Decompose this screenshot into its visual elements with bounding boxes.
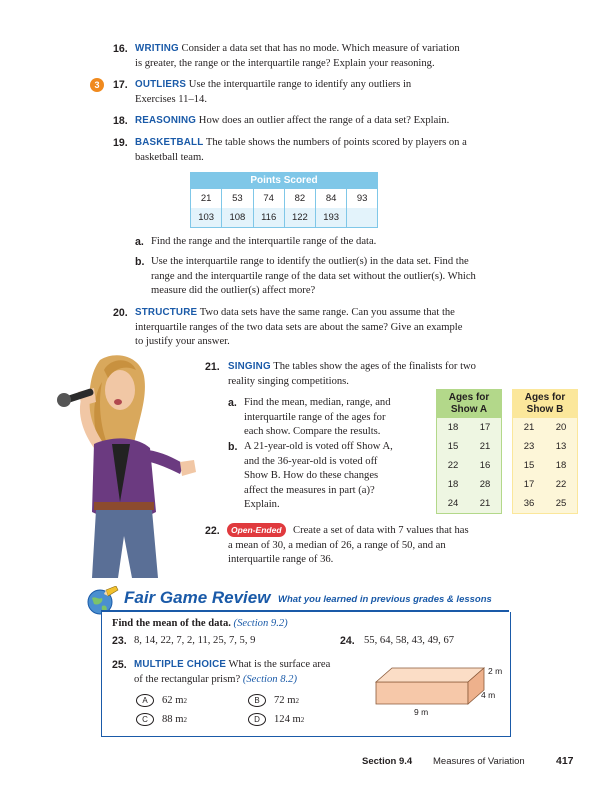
prism-height-label: 2 m	[488, 666, 503, 676]
table-row: 18 17	[447, 422, 491, 433]
exercise-24: 55, 64, 58, 43, 49, 67	[364, 635, 455, 646]
exercise-25: MULTIPLE CHOICE What is the surface area of the rectangular prism? (Section 8.2)	[134, 659, 331, 685]
exercise-25-number: 25.	[112, 659, 127, 671]
exercise-19-number: 19.	[113, 137, 128, 149]
exercise-20-number: 20.	[113, 307, 128, 319]
find-mean-instruction: Find the mean of the data. (Section 9.2)	[112, 618, 288, 629]
exercise-17-number: 17.	[113, 79, 128, 91]
exercise-24-number: 24.	[340, 635, 355, 647]
exercise-21: SINGING The tables show the ages of the finalists for two reality singing competitions.	[228, 361, 476, 387]
table-row: 21 20	[523, 422, 567, 433]
show-a-table	[436, 389, 502, 514]
table-row: 23 13	[523, 441, 567, 452]
choice-c[interactable]: C 88 m 2	[136, 713, 187, 726]
table-row: 18 28	[447, 479, 491, 490]
points-scored-title: Points Scored	[191, 173, 377, 189]
exercise-16: WRITING Consider a data set that has no mode. Which measure of variation is greater, the range or the interquartile range? Explain your reasoning.	[135, 43, 460, 69]
prism-depth-label: 4 m	[481, 690, 496, 700]
show-a-title: Ages for Show A	[437, 390, 501, 418]
prism-length-label: 9 m	[414, 707, 429, 717]
exercise-18-number: 18.	[113, 115, 128, 127]
exercise-20: STRUCTURE Two data sets have the same range. Can you assume that the interquartile ranges of the two data sets are about the same? Give an example to justify your answer.	[135, 307, 463, 347]
footer-title: Measures of Variation	[433, 756, 525, 767]
exercise-21b: A 21-year-old is voted off Show A, and the 36-year-old is voted off Show B. How do these changes affect the measures in part (a)? Explain.	[244, 441, 393, 510]
exercise-22-line1: Create a set of data with 7 values that has	[293, 525, 469, 536]
table-row: 15 21	[447, 441, 491, 452]
footer-section: Section 9.4	[362, 756, 413, 767]
exercise-22-number: 22.	[205, 525, 220, 537]
choice-b[interactable]: B 72 m 2	[248, 694, 299, 707]
table-row: 17 22	[523, 479, 567, 490]
exercise-16-number: 16.	[113, 43, 128, 55]
help-badge-icon: 3	[90, 78, 104, 92]
open-ended-badge: Open-Ended	[227, 523, 286, 537]
fair-game-review-subtitle: What you learned in previous grades & lessons	[278, 594, 492, 605]
exercise-23: 8, 14, 22, 7, 2, 11, 25, 7, 5, 9	[134, 635, 256, 646]
points-scored-table	[190, 172, 378, 228]
exercise-17: OUTLIERS Use the interquartile range to identify any outliers in Exercises 11–14.	[135, 79, 412, 105]
exercise-18: REASONING How does an outlier affect the range of a data set? Explain.	[135, 115, 450, 126]
exercise-21-number: 21.	[205, 361, 220, 373]
show-b-title: Ages for Show B	[513, 390, 577, 418]
table-row: 22 16	[447, 460, 491, 471]
exercise-19a: Find the range and the interquartile range of the data.	[151, 236, 377, 247]
rectangular-prism-diagram	[370, 660, 498, 718]
exercise-23-number: 23.	[112, 635, 127, 647]
table-row: 21 53 74 82 84 93	[191, 189, 377, 208]
table-row: 15 18	[523, 460, 567, 471]
table-row: 36 25	[523, 498, 567, 509]
choice-d[interactable]: D 124 m 2	[248, 713, 304, 726]
choice-a[interactable]: A 62 m 2	[136, 694, 187, 707]
table-row: 103 108 116 122 193	[191, 208, 377, 227]
exercise-19b: Use the interquartile range to identify the outlier(s) in the data set. Find the range and the interquartile range of the data set without the outlier(s). Which measure did the outlier(s) affect more?	[151, 256, 476, 296]
page-number: 417	[556, 755, 574, 767]
exercise-16-keyword: WRITING	[135, 43, 179, 54]
exercise-21a: Find the mean, median, range, and interquartile range of the ages for each show. Compare the results.	[244, 397, 391, 437]
fair-game-review-title: Fair Game Review	[124, 588, 271, 607]
singer-photo-image	[38, 352, 198, 578]
exercise-22-rest: a mean of 30, a median of 26, a range of 50, and an interquartile range of 36.	[228, 539, 446, 565]
show-b-table	[512, 389, 578, 514]
exercise-19: BASKETBALL The table shows the numbers of points scored by players on a basketball team.	[135, 137, 467, 163]
table-row: 24 21	[447, 498, 491, 509]
